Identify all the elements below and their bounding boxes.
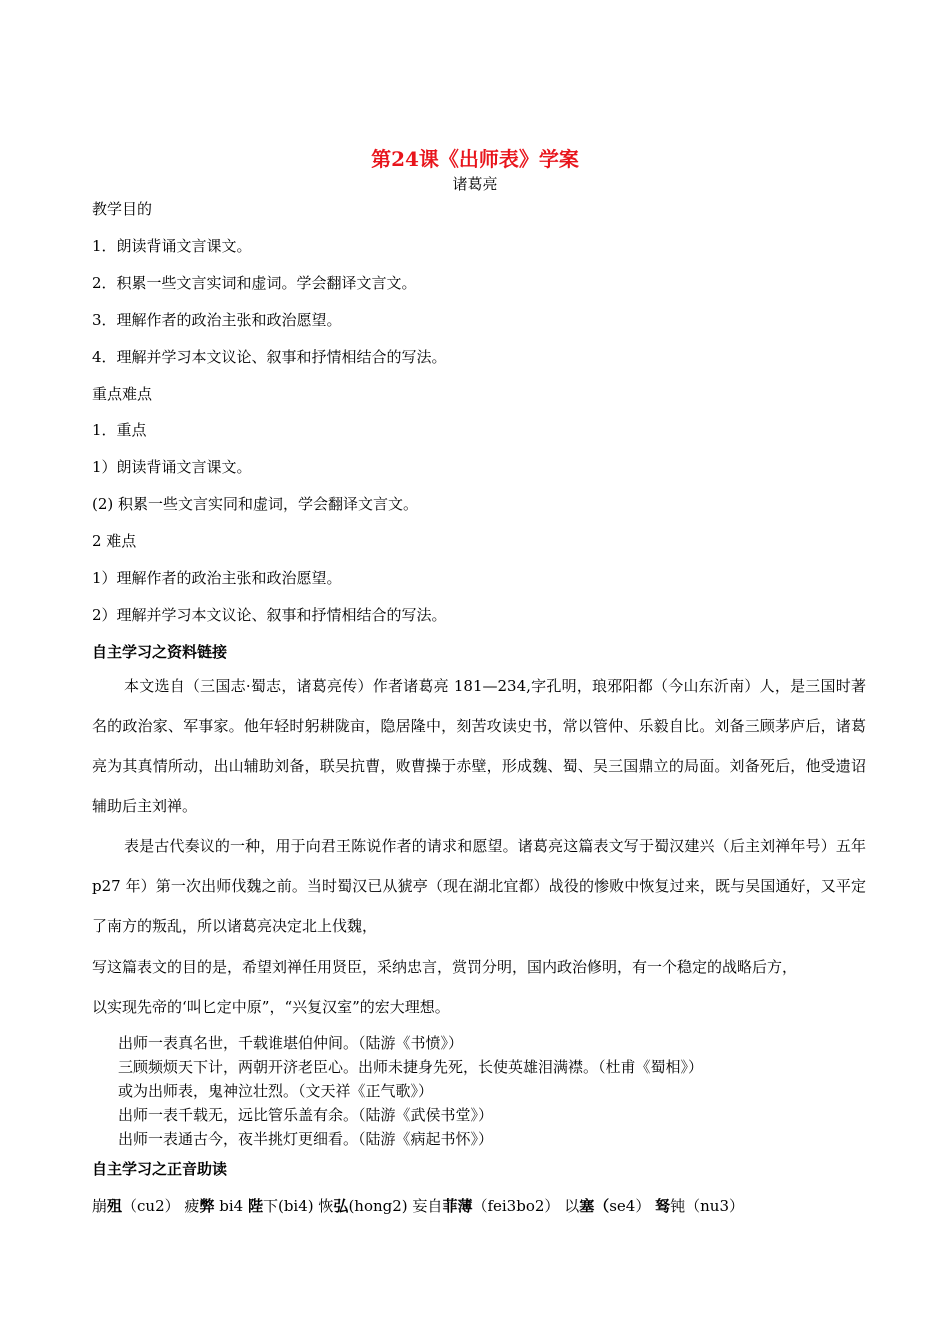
- materials-paragraph-1: 本文选自（三国志·蜀志，诸葛亮传）作者诸葛亮 181—234,字孔明，琅邪阳都（今山东沂南）人，是三国时著名的政治家、军事家。他年轻时躬耕陇亩，隐居隆中，刻苦攻读史书，常以管仲、乐毅自比。刘备三顾茅庐后，诸葛亮为其真情所动，出山辅助刘备，联吴抗曹，败曹操于赤壁，形成魏、蜀、吴三国鼎立的局面。刘备死后，他受遗诏辅助后主刘禅。: [92, 677, 866, 815]
- materials-paragraph-3-line-1: 写这篇表文的目的是，希望刘禅任用贤臣，采纳忠言，赏罚分明，国内政治修明，有一个稳定的战略后方，: [92, 958, 798, 976]
- objective-item: 4．理解并学习本文议论、叙事和抒情相结合的写法。: [92, 348, 447, 366]
- focus-item: 1）朗读背诵文言课文。: [92, 458, 252, 476]
- poem-quote: 出师一表千载无，远比管乐盖有余。（陆游《武侯书堂》）: [118, 1106, 494, 1124]
- key-points-heading: 重点难点: [92, 385, 153, 403]
- difficulty-item: 1）理解作者的政治主张和政治愿望。: [92, 569, 342, 587]
- focus-item: (2) 积累一些文言实同和虚词，学会翻译文言文。: [92, 495, 419, 513]
- pronunciation-entry: 疲弊 bi4: [184, 1197, 244, 1215]
- difficulty-heading: 2 难点: [92, 532, 137, 550]
- materials-heading: 自主学习之资料链接: [92, 643, 228, 661]
- poem-quote: 三顾频烦天下计，两朝开济老臣心。出师未捷身先死，长使英雄泪满襟。（杜甫《蜀相》）: [118, 1058, 704, 1076]
- pronunciation-list: [92, 1196, 872, 1216]
- objective-item: 3．理解作者的政治主张和政治愿望。: [92, 311, 342, 329]
- poem-quote: 或为出师表，鬼神泣壮烈。（文天祥《正气歌》）: [118, 1082, 434, 1100]
- pronunciation-entry: 崩殂（cu2）: [92, 1197, 180, 1215]
- materials-paragraph-2: 表是古代奏议的一种，用于向君王陈说作者的请求和愿望。诸葛亮这篇表文写于蜀汉建兴（后主刘禅年号）五年 p27 年）第一次出师伐魏之前。当时蜀汉已从猇亭（现在湖北宜都）战役的惨败中恢复过来，既与吴国通好，又平定了南方的叛乱，所以诸葛亮决定北上伐魏，: [92, 837, 866, 935]
- objective-item: 2．积累一些文言实词和虚词。学会翻译文言文。: [92, 274, 417, 292]
- focus-heading: 1．重点: [92, 421, 147, 439]
- pronunciation-entry: 妄自菲薄（fei3bo2）: [412, 1197, 560, 1215]
- objective-item: 1．朗读背诵文言课文。: [92, 237, 252, 255]
- materials-paragraph-3-line-2: 以实现先帝的‘叫匕定中原”，“兴复汉室”的宏大理想。: [92, 998, 450, 1016]
- pronunciation-entry: 陛下(bi4): [247, 1197, 314, 1215]
- poem-quote: 出师一表真名世，千载谁堪伯仲间。（陆游《书愤》）: [118, 1034, 464, 1052]
- difficulty-item: 2）理解并学习本文议论、叙事和抒情相结合的写法。: [92, 606, 447, 624]
- poem-quote: 出师一表通古今，夜半挑灯更细看。（陆游《病起书怀》）: [118, 1130, 494, 1148]
- pronunciation-entry: 驽钝（nu3）: [655, 1197, 745, 1215]
- pronunciation-heading: 自主学习之正音助读: [92, 1160, 228, 1178]
- document-title: 第24课《出师表》学案: [371, 147, 579, 171]
- document-author: 诸葛亮: [452, 175, 498, 193]
- pronunciation-entry: 恢弘(hong2): [318, 1197, 408, 1215]
- objectives-heading: 教学目的: [92, 200, 153, 218]
- pronunciation-entry: 以塞（se4）: [564, 1197, 651, 1215]
